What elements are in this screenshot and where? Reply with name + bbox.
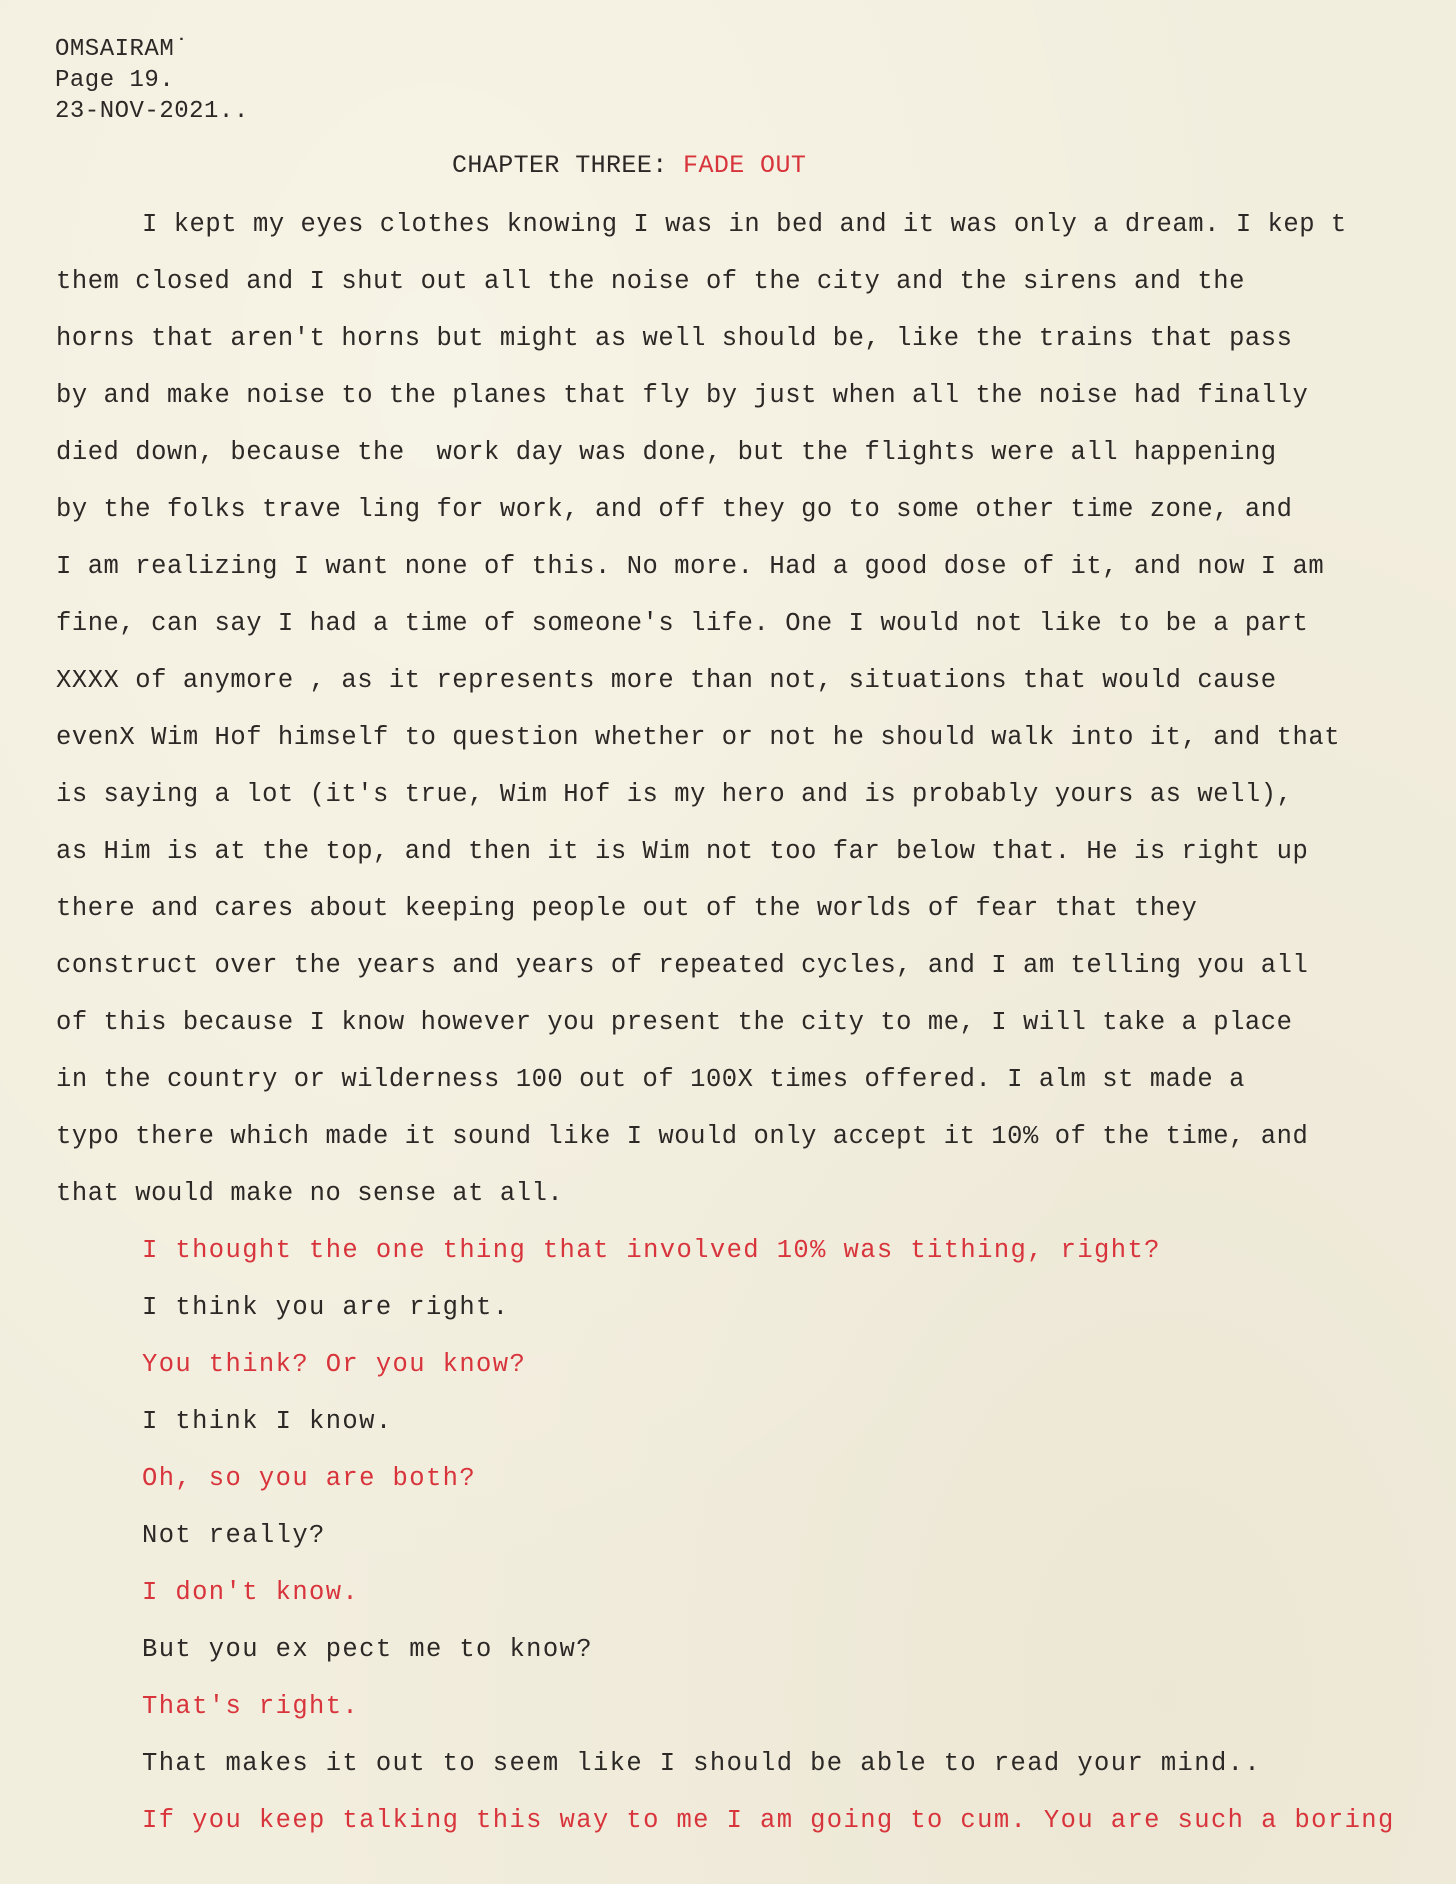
dialogue-line-black: Not really? (142, 1521, 326, 1550)
paragraph-line: by the folks trave ling for work, and off they go to some other time zone, and (56, 495, 1293, 524)
paragraph-line: fine, can say I had a time of someone's life. One I would not like to be a part (56, 609, 1309, 638)
header-date: 23-NOV-2021.. (55, 98, 249, 125)
paragraph-line: as Him is at the top, and then it is Wim not too far below that. He is right up (56, 837, 1309, 866)
dialogue-line-black: I think I know. (142, 1407, 393, 1436)
page-header (55, 34, 249, 127)
dialogue-line-red: You think? Or you know? (142, 1350, 527, 1379)
paragraph-line: XXXX of anymore , as it represents more than not, situations that would cause (56, 666, 1277, 695)
chapter-label: CHAPTER THREE: (452, 151, 684, 180)
paragraph-line: typo there which made it sound like I would only accept it 10% of the time, and (56, 1122, 1309, 1151)
dialogue-line-red: That's right. (142, 1692, 360, 1721)
paragraph-line: evenX Wim Hof himself to question whether or not he should walk into it, and that (56, 723, 1341, 752)
paragraph-line: in the country or wilderness 100 out of 100X times offered. I alm st made a (56, 1065, 1245, 1094)
paragraph-line: by and make noise to the planes that fly by just when all the noise had finally (56, 381, 1309, 410)
paragraph-line: construct over the years and years of repeated cycles, and I am telling you all (56, 951, 1309, 980)
narrative-paragraph (56, 208, 1446, 1234)
paragraph-line: horns that aren't horns but might as well should be, like the trains that pass (56, 324, 1293, 353)
dialogue-line-black: But you ex pect me to know? (142, 1635, 593, 1664)
dialogue-line-black: I think you are right. (142, 1293, 510, 1322)
paragraph-line: is saying a lot (it's true, Wim Hof is my hero and is probably yours as well), (56, 780, 1293, 809)
paragraph-line: them closed and I shut out all the noise of the city and the sirens and the (56, 267, 1245, 296)
paragraph-line: of this because I know however you present the city to me, I will take a place (56, 1008, 1293, 1037)
chapter-name: FADE OUT (683, 151, 807, 180)
paragraph-line: there and cares about keeping people out of the worlds of fear that they (56, 894, 1198, 923)
header-line-1: OMSAIRAM˙ (55, 36, 190, 63)
body-text (56, 208, 1446, 1861)
dialogue-line-black: That makes it out to seem like I should be able to read your mind.. (142, 1749, 1262, 1778)
paragraph-line: I kept my eyes clothes knowing I was in bed and it was only a dream. I kep t (142, 210, 1347, 239)
dialogue-line-red: Oh, so you are both? (142, 1464, 477, 1493)
dialogue-line-red: If you keep talking this way to me I am going to cum. You are such a boring (142, 1806, 1395, 1835)
header-page-number: Page 19. (55, 67, 175, 94)
dialogue-line-red: I thought the one thing that involved 10% was tithing, right? (142, 1236, 1161, 1265)
paragraph-line: died down, because the work day was done, but the flights were all happening (56, 438, 1277, 467)
paragraph-line: that would make no sense at all. (56, 1179, 564, 1208)
paragraph-line: I am realizing I want none of this. No more. Had a good dose of it, and now I am (56, 552, 1325, 581)
chapter-title (452, 151, 806, 180)
dialogue (56, 1234, 1446, 1861)
dialogue-line-red: I don't know. (142, 1578, 360, 1607)
